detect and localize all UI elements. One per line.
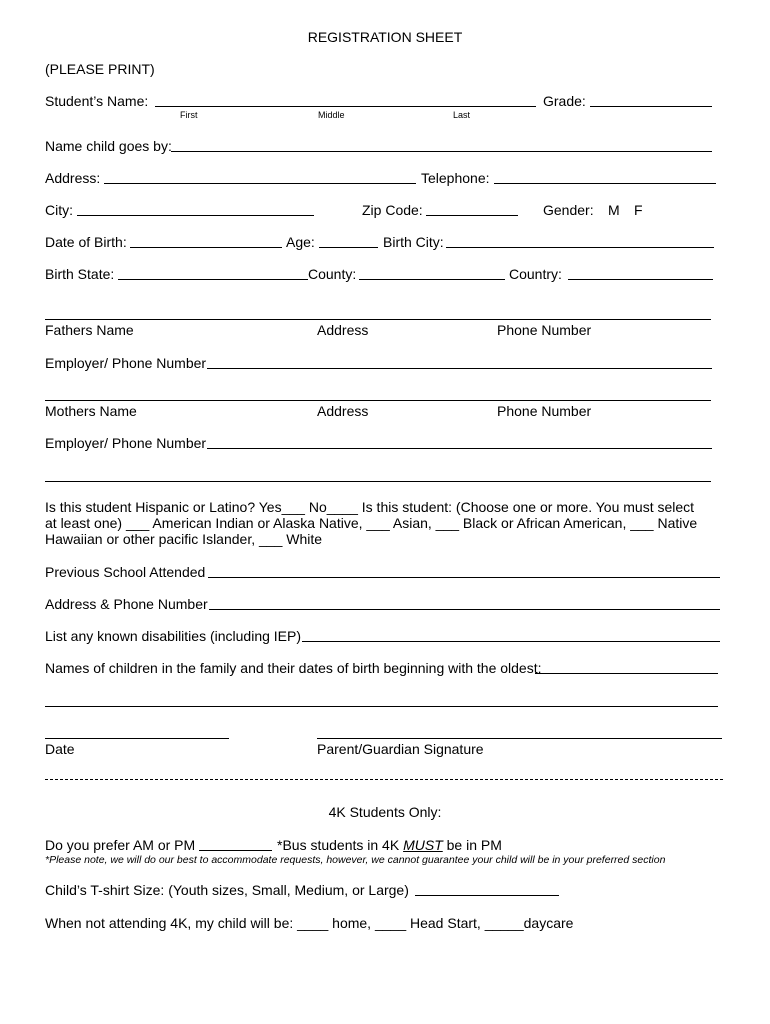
mother-address-label: Address bbox=[317, 403, 369, 419]
dob-field[interactable] bbox=[130, 247, 282, 248]
siblings-field[interactable] bbox=[535, 673, 718, 674]
four-k-heading: 4K Students Only: bbox=[328, 804, 442, 820]
signature-field[interactable] bbox=[317, 738, 722, 739]
not-attending-options[interactable]: When not attending 4K, my child will be: ____ home, ____ Head Start, _____daycare bbox=[45, 915, 574, 931]
tshirt-size-field[interactable] bbox=[415, 895, 559, 896]
city-field[interactable] bbox=[77, 215, 314, 216]
am-pm-label: Do you prefer AM or PM bbox=[45, 837, 196, 853]
nickname-label: Name child goes by: bbox=[45, 138, 172, 154]
last-name-caption: Last bbox=[453, 110, 471, 120]
signature-label: Parent/Guardian Signature bbox=[317, 741, 484, 757]
dob-label: Date of Birth: bbox=[45, 234, 127, 250]
telephone-field[interactable] bbox=[494, 183, 716, 184]
county-field[interactable] bbox=[359, 279, 505, 280]
father-address-label: Address bbox=[317, 322, 369, 338]
first-name-caption: First bbox=[180, 110, 198, 120]
age-field[interactable] bbox=[319, 247, 378, 248]
bus-note: *Bus students in 4K MUST be in PM bbox=[277, 837, 502, 853]
grade-field[interactable] bbox=[590, 106, 712, 107]
school-address-phone-field[interactable] bbox=[209, 609, 720, 610]
middle-name-caption: Middle bbox=[318, 110, 345, 120]
section-divider bbox=[45, 779, 723, 780]
extra-blank-line[interactable] bbox=[45, 481, 711, 482]
tshirt-size-label: Child’s T-shirt Size: (Youth sizes, Small, Medium, or Large) bbox=[45, 882, 409, 898]
country-field[interactable] bbox=[568, 279, 713, 280]
ethnicity-line-3: Hawaiian or other pacific Islander, ___ White bbox=[45, 531, 323, 547]
siblings-field-continued[interactable] bbox=[45, 706, 718, 707]
date-field[interactable] bbox=[45, 738, 229, 739]
ethnicity-line-2: at least one) ___ American Indian or Alaska Native, ___ Asian, ___ Black or African American, ___ Native bbox=[45, 515, 698, 531]
telephone-label: Telephone: bbox=[421, 170, 490, 186]
school-address-phone-label: Address & Phone Number bbox=[45, 596, 208, 612]
city-label: City: bbox=[45, 202, 73, 218]
mother-employer-label: Employer/ Phone Number bbox=[45, 435, 207, 451]
country-label: Country: bbox=[509, 266, 562, 282]
mother-info-field[interactable] bbox=[45, 400, 711, 401]
section-preference-note: *Please note, we will do our best to accommodate requests, however, we cannot guarantee your child will be in your preferred section bbox=[45, 854, 666, 866]
zip-field[interactable] bbox=[426, 215, 518, 216]
gender-option-f[interactable]: F bbox=[634, 202, 643, 218]
nickname-field[interactable] bbox=[171, 151, 712, 152]
address-field[interactable] bbox=[104, 183, 416, 184]
gender-label: Gender: bbox=[543, 202, 594, 218]
birth-city-field[interactable] bbox=[446, 247, 714, 248]
previous-school-label: Previous School Attended bbox=[45, 564, 206, 580]
please-print-note: (PLEASE PRINT) bbox=[45, 61, 155, 77]
page-title: REGISTRATION SHEET bbox=[307, 29, 463, 45]
student-name-field[interactable] bbox=[155, 106, 536, 107]
gender-option-m[interactable]: M bbox=[608, 202, 620, 218]
zip-label: Zip Code: bbox=[362, 202, 423, 218]
mother-employer-field[interactable] bbox=[207, 448, 712, 449]
father-employer-field[interactable] bbox=[207, 368, 712, 369]
ethnicity-line-1: Is this student Hispanic or Latino? Yes___ No____ Is this student: (Choose one or more. You must select bbox=[45, 499, 695, 515]
previous-school-field[interactable] bbox=[208, 577, 720, 578]
age-label: Age: bbox=[286, 234, 315, 250]
siblings-label: Names of children in the family and their dates of birth beginning with the oldest: bbox=[45, 660, 542, 676]
father-employer-label: Employer/ Phone Number bbox=[45, 355, 207, 371]
am-pm-field[interactable] bbox=[199, 850, 272, 851]
disabilities-label: List any known disabilities (including IEP) bbox=[45, 628, 302, 644]
county-label: County: bbox=[308, 266, 357, 282]
father-name-label: Fathers Name bbox=[45, 322, 134, 338]
father-phone-label: Phone Number bbox=[497, 322, 592, 338]
address-label: Address: bbox=[45, 170, 101, 186]
birth-city-label: Birth City: bbox=[383, 234, 444, 250]
date-label: Date bbox=[45, 741, 75, 757]
disabilities-field[interactable] bbox=[302, 641, 720, 642]
birth-state-label: Birth State: bbox=[45, 266, 115, 282]
grade-label: Grade: bbox=[543, 93, 586, 109]
mother-phone-label: Phone Number bbox=[497, 403, 592, 419]
mother-name-label: Mothers Name bbox=[45, 403, 137, 419]
father-info-field[interactable] bbox=[45, 319, 711, 320]
birth-state-field[interactable] bbox=[118, 279, 308, 280]
student-name-label: Student’s Name: bbox=[45, 93, 149, 109]
